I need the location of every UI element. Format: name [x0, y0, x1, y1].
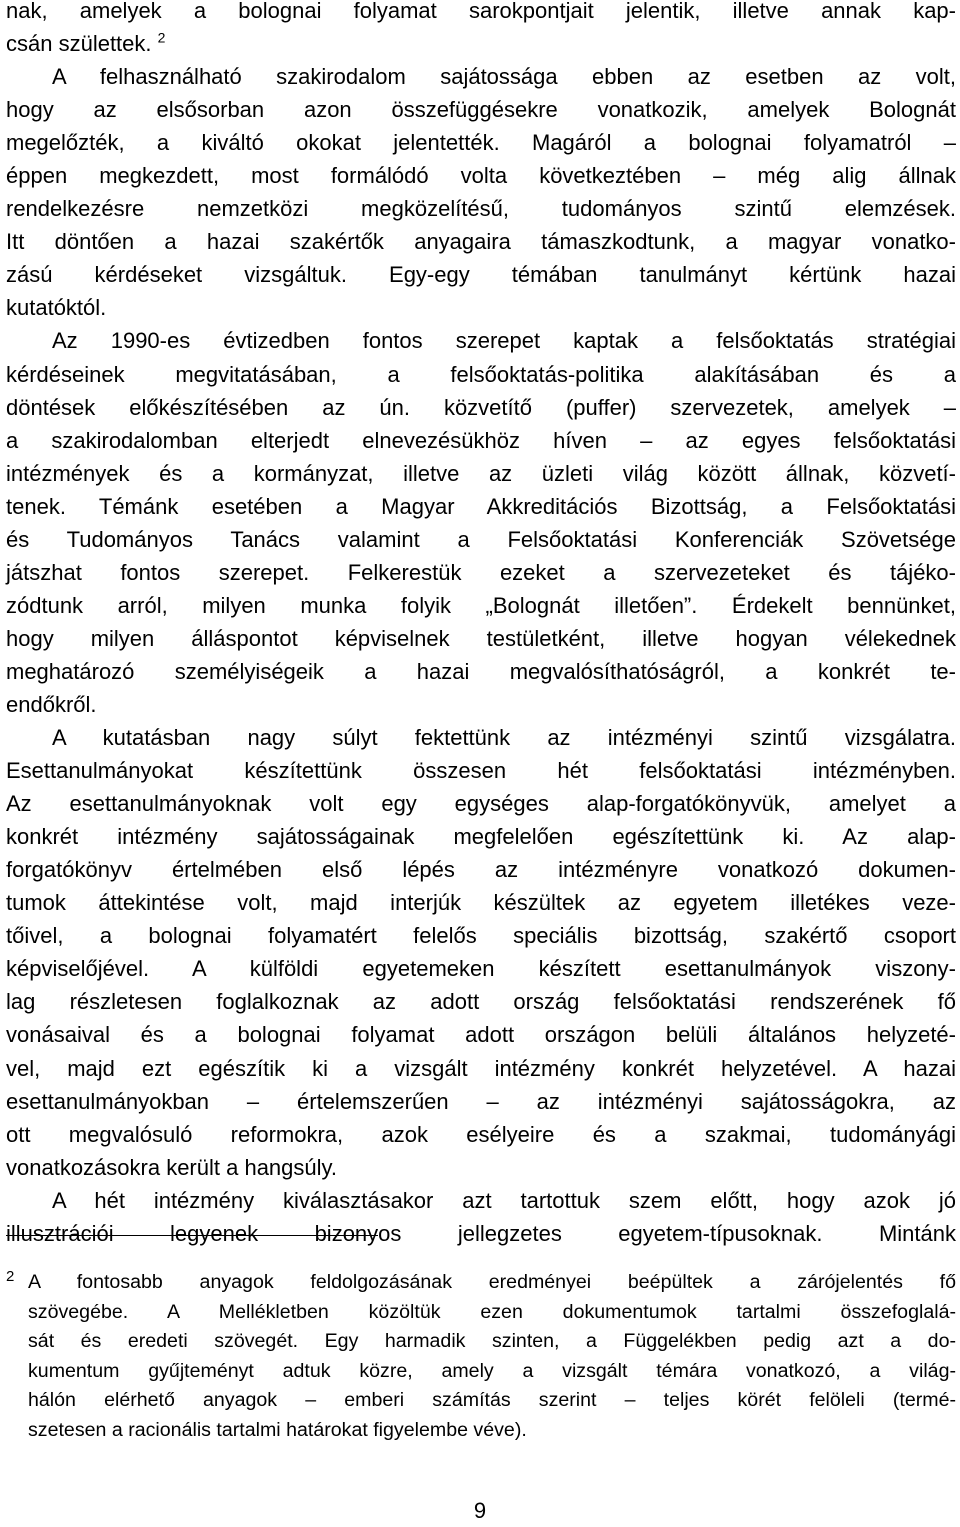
- text-line: a szakirodalomban elterjedt elnevezésükhöz híven – az egyes felsőoktatási: [6, 427, 956, 453]
- text-line: lag részletesen foglalkoznak az adott ország felsőoktatási rendszerének fő: [6, 989, 956, 1015]
- footnote-reference: 2: [157, 29, 166, 46]
- text-line: tenek. Témánk esetében a Magyar Akkreditációs Bizottság, a Felsőoktatási: [6, 493, 956, 519]
- text-line: endőkről.: [6, 691, 97, 717]
- footnote-line: szövegébe. A Mellékletben közöltük ezen dokumentumok tartalmi összefoglalá-: [28, 1300, 956, 1323]
- footnote: [28, 1268, 956, 1445]
- text-line: [6, 27, 956, 60]
- text-line: Az 1990-es évtizedben fontos szerepet kaptak a felsőoktatás stratégiai: [52, 328, 956, 354]
- text-line-segment: csán születtek.: [6, 31, 152, 57]
- text-line: képviselőjével. A külföldi egyetemeken készített esettanulmányok viszony-: [6, 956, 956, 982]
- text-line: Az esettanulmányoknak volt egy egységes alap-forgatókönyvük, amelyet a: [6, 791, 956, 817]
- text-line: A felhasználható szakirodalom sajátossága ebben az esetben az volt,: [52, 64, 956, 90]
- body-text: [6, 0, 956, 1250]
- text-line: és Tudományos Tanács valamint a Felsőoktatási Konferenciák Szövetsége: [6, 526, 956, 552]
- text-line: vonásaival és a bolognai folyamat adott országon belüli általános helyzeté-: [6, 1022, 956, 1048]
- footnote-line: sát és eredeti szövegét. Egy harmadik szinten, a Függelékben pedig azt a do-: [28, 1330, 956, 1352]
- text-line: intézmények és a kormányzat, illetve az üzleti világ között állnak, közvetí-: [6, 460, 956, 486]
- text-line: konkrét intézmény sajátosságainak megfelelően egészítettünk ki. Az alap-: [6, 824, 956, 850]
- footnote-line: szetesen a racionális tartalmi határokat figyelembe véve).: [28, 1418, 527, 1441]
- text-line: forgatókönyv értelmében első lépés az intézményre vonatkozó dokumen-: [6, 857, 956, 883]
- text-line: éppen megkezdett, most formálódó volta következtében – még alig állnak: [6, 163, 956, 189]
- text-line: kérdéseinek megvitatásában, a felsőoktatás-politika alakításában és a: [6, 361, 956, 387]
- text-line: meghatározó személyiségeik a hazai megvalósíthatóságról, a konkrét te-: [6, 658, 956, 684]
- text-line: tumok áttekintése volt, majd interjúk készültek az egyetem illetékes veze-: [6, 890, 956, 916]
- text-line: vel, majd ezt egészítik ki a vizsgált intézmény konkrét helyzetével. A hazai: [6, 1055, 956, 1081]
- text-line: hogy az elsősorban azon összefüggésekre vonatkozik, amelyek Bolognát: [6, 97, 956, 123]
- footnote-line: A fontosabb anyagok feldolgozásának eredményei beépültek a zárójelentés fő: [28, 1271, 956, 1293]
- text-line: játszhat fontos szerepet. Felkerestük ezeket a szervezeteket és tájéko-: [6, 559, 956, 585]
- text-line: kutatóktól.: [6, 295, 107, 321]
- text-line: Itt döntően a hazai szakértők anyagaira támaszkodtunk, a magyar vonatko-: [6, 229, 956, 255]
- text-line: ott megvalósuló reformokra, azok esélyeire és a szakmai, tudományági: [6, 1121, 956, 1147]
- text-line: tőivel, a bolognai folyamatért felelős speciális bizottság, szakértő csoport: [6, 923, 956, 949]
- text-line: rendelkezésre nemzetközi megközelítésű, tudományos szintű elemzések.: [6, 196, 956, 222]
- text-line: illusztrációi legyenek bizonyos jellegzetes egyetem-típusoknak. Mintánk: [6, 1220, 956, 1246]
- text-line: Esettanulmányokat készítettünk összesen hét felsőoktatási intézményben.: [6, 758, 956, 784]
- text-line: vonatkozásokra került a hangsúly.: [6, 1154, 337, 1180]
- text-line: döntések előkészítésében az ún. közvetítő (puffer) szervezetek, amelyek –: [6, 394, 956, 420]
- footnote-marker: 2: [6, 1268, 15, 1285]
- text-line: zású kérdéseket vizsgáltuk. Egy-egy témában tanulmányt kértünk hazai: [6, 262, 956, 288]
- footnote-line: hálón elérhető anyagok – emberi számítás szerint – teljes körét felöleli (termé-: [28, 1389, 956, 1411]
- text-line: A kutatásban nagy súlyt fektettünk az intézményi szintű vizsgálatra.: [52, 725, 956, 751]
- text-line: zódtunk arról, milyen munka folyik „Bolognát illetően”. Érdekelt bennünket,: [6, 592, 956, 618]
- text-line: megelőzték, a kiváltó okokat jelentették. Magáról a bolognai folyamatról –: [6, 130, 956, 156]
- footnote-separator: [6, 1235, 378, 1236]
- text-line: hogy milyen álláspontot képviselnek testületként, illetve hogyan vélekednek: [6, 625, 956, 651]
- text-line: nak, amelyek a bolognai folyamat sarokpontjait jelentik, illetve annak kap-: [6, 0, 956, 23]
- text-line: esettanulmányokban – értelemszerűen – az intézményi sajátosságokra, az: [6, 1088, 956, 1114]
- page-number: 9: [473, 1498, 487, 1523]
- text-line: A hét intézmény kiválasztásakor azt tartottuk szem előtt, hogy azok jó: [52, 1187, 956, 1213]
- footnote-line: kumentum gyűjteményt adtuk közre, amely a vizsgált témára vonatkozó, a világ-: [28, 1359, 956, 1382]
